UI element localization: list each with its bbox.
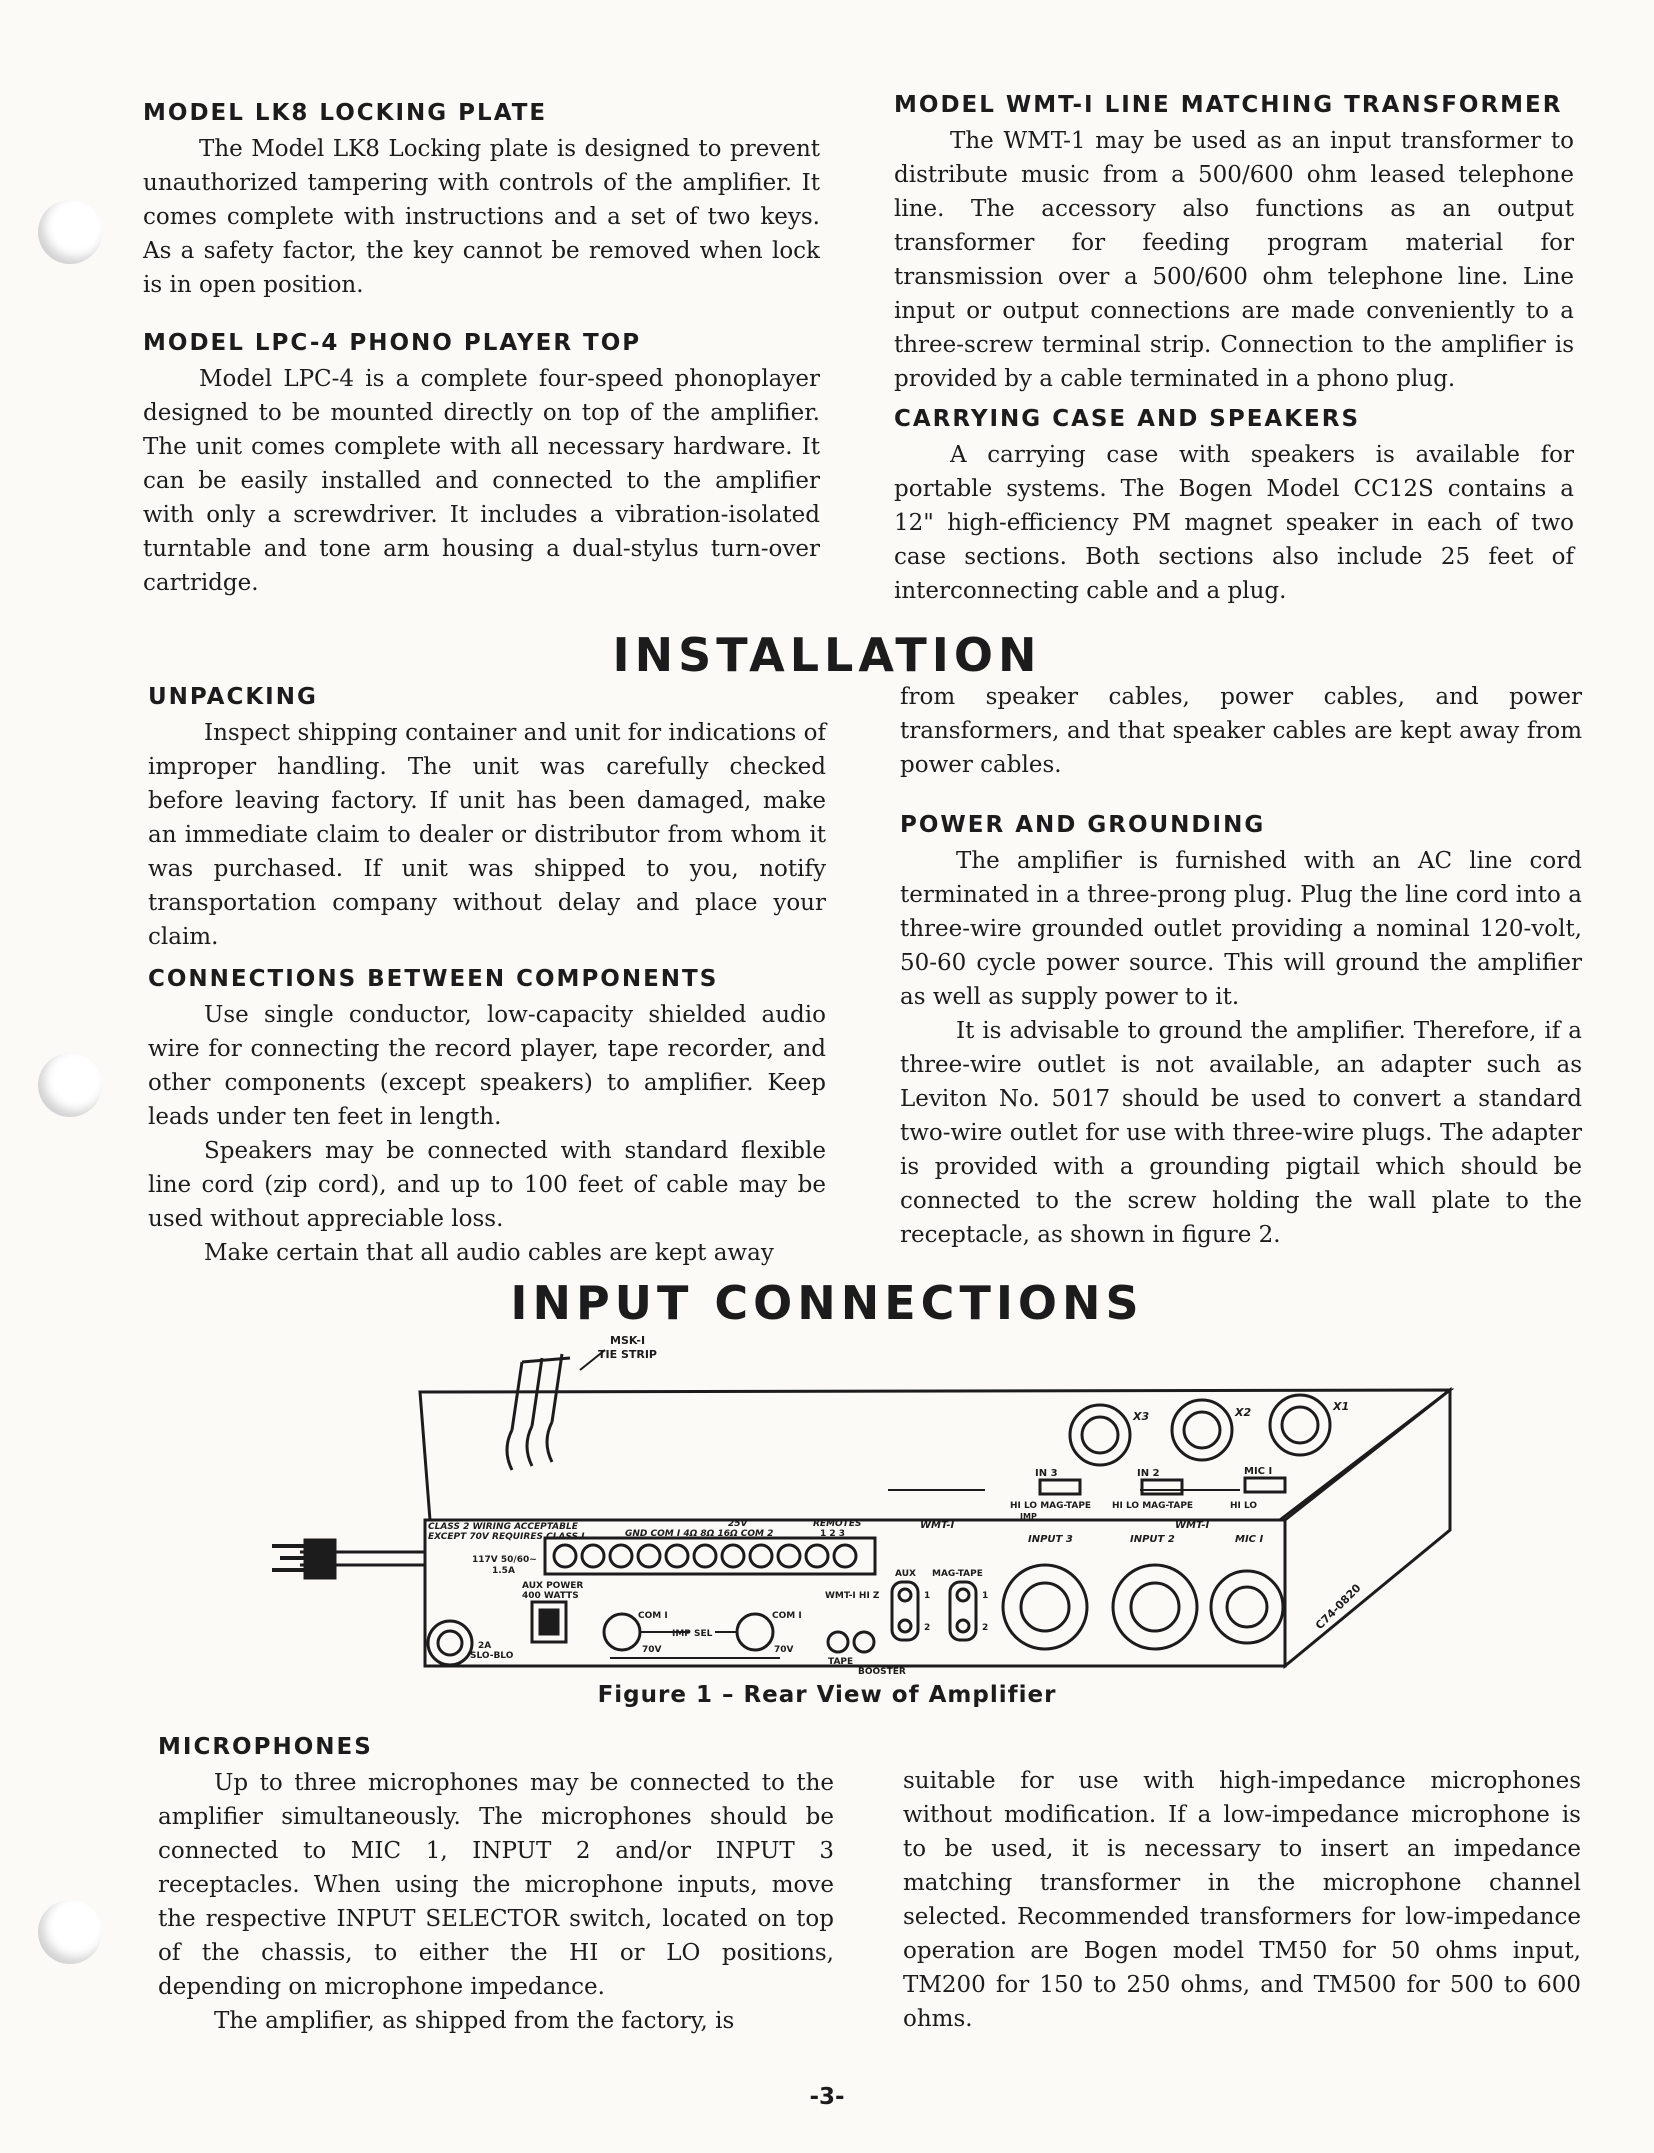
- figure-caption: Figure 1 – Rear View of Amplifier: [597, 1682, 1057, 1708]
- label-remote-nums: 1 2 3: [820, 1529, 846, 1539]
- label-input2: INPUT 2: [1130, 1534, 1175, 1545]
- label-aux-2: 2: [924, 1623, 931, 1633]
- label-remotes: REMOTES: [813, 1519, 862, 1529]
- lk8-body: The Model LK8 Locking plate is designed to prevent unauthorized tampering with controls of the amplifier. It comes complete with instructions and a set of two keys. As a safety factor, the key cannot be removed when lock is in open position.: [143, 136, 820, 298]
- label-fuse: 2A: [478, 1641, 492, 1651]
- label-aux: AUX: [895, 1569, 916, 1579]
- label-x3: X3: [1133, 1410, 1150, 1423]
- top-right-column: [894, 92, 1574, 608]
- microphones-p1: Up to three microphones may be connected to the amplifier simultaneously. The microphones should be connected to MIC 1, INPUT 2 and/or INPUT 3 receptacles. When using the microphone inputs, move the respective INPUT SELECTOR switch, located on top of the chassis, to either the HI or LO positions, depending on microphone impedance.: [158, 1770, 834, 2000]
- connections-p2: Speakers may be connected with standard flexible line cord (zip cord), and up to 100 feet of cable may be used without appreciable loss.: [148, 1138, 826, 1232]
- label-input3: INPUT 3: [1028, 1534, 1073, 1545]
- power-heading: POWER AND GROUNDING: [900, 812, 1266, 838]
- wmt1-heading: MODEL WMT-I LINE MATCHING TRANSFORMER: [894, 92, 1563, 118]
- installation-right-column: [900, 680, 1582, 1252]
- lpc4-heading: MODEL LPC-4 PHONO PLAYER TOP: [143, 330, 642, 356]
- lpc4-body: Model LPC-4 is a complete four-speed phonoplayer designed to be mounted directly on top of the amplifier. The unit comes complete with all necessary hardware. It can be easily installed and connected to the amplifier with only a screwdriver. It includes a vibration-isolated turntable and tone arm housing a dual-stylus turn-over cartridge.: [143, 366, 820, 596]
- label-70v: 70V: [642, 1645, 662, 1655]
- top-left-column: [143, 100, 820, 600]
- binder-hole-middle: [38, 1053, 102, 1117]
- label-sw2: HI LO MAG-TAPE: [1112, 1501, 1194, 1511]
- connections-heading: CONNECTIONS BETWEEN COMPONENTS: [148, 966, 719, 992]
- label-magtape: MAG-TAPE: [932, 1569, 983, 1579]
- label-x2: X2: [1235, 1406, 1252, 1419]
- connections-continued: from speaker cables, power cables, and power transformers, and that speaker cables are kept away from power cables.: [900, 684, 1582, 778]
- microphones-p2: The amplifier, as shipped from the factory, is: [214, 2008, 735, 2034]
- label-tie-strip: MSK-I: [610, 1334, 646, 1347]
- label-in2: IN 2: [1137, 1468, 1160, 1479]
- label-sw3: HI LO MAG-TAPE: [1010, 1501, 1092, 1511]
- label-class2b: EXCEPT 70V REQUIRES CLASS I: [428, 1532, 585, 1542]
- label-25v: 25V: [728, 1519, 748, 1529]
- fuse-holder: [428, 1621, 472, 1665]
- label-70v-b: 70V: [774, 1645, 794, 1655]
- label-com1b: COM I: [772, 1611, 802, 1621]
- label-watts: 400 WATTS: [522, 1591, 579, 1601]
- label-wmt-hiz: WMT-I HI Z: [825, 1591, 880, 1601]
- unpacking-body: Inspect shipping container and unit for indications of improper handling. The unit was carefully checked before leaving factory. If unit has been damaged, make an immediate claim to dealer or distributor from whom it was purchased. If unit was shipped to you, notify transportation company without delay and place your claim.: [148, 720, 827, 950]
- microphones-right-column: [903, 1764, 1581, 2036]
- label-x1: X1: [1333, 1400, 1350, 1413]
- label-wmt-left: WMT-I: [920, 1520, 955, 1531]
- lk8-heading: MODEL LK8 LOCKING PLATE: [143, 100, 548, 126]
- label-imp-sel: IMP SEL: [672, 1629, 713, 1639]
- case-heading: CARRYING CASE AND SPEAKERS: [894, 406, 1361, 432]
- binder-hole-bottom: [38, 1900, 102, 1964]
- unpacking-heading: UNPACKING: [148, 684, 318, 710]
- label-fuse-2: SLO-BLO: [470, 1651, 514, 1661]
- label-mic-switch: MIC I: [1244, 1466, 1273, 1477]
- page-number: -3-: [809, 2084, 845, 2110]
- label-tape: TAPE: [828, 1657, 854, 1667]
- connections-p3: Make certain that all audio cables are kept away: [204, 1240, 774, 1266]
- connections-p1: Use single conductor, low-capacity shielded audio wire for connecting the record player, tape recorder, and other components (except speakers) to amplifier. Keep leads under ten feet in length.: [148, 1002, 826, 1130]
- installation-title: INSTALLATION: [612, 628, 1042, 682]
- label-aux-1: 1: [924, 1591, 931, 1601]
- label-in3: IN 3: [1035, 1468, 1058, 1479]
- label-wmt-right: WMT-I: [1175, 1520, 1210, 1531]
- amplifier-rear-view-figure: [260, 1330, 1460, 1700]
- microphones-heading: MICROPHONES: [158, 1734, 373, 1760]
- label-booster: BOOSTER: [858, 1667, 906, 1677]
- label-voltage: 117V 50/60~: [472, 1555, 537, 1565]
- label-part-no: C74-0820: [1312, 1581, 1364, 1633]
- label-mag-1: 1: [982, 1591, 989, 1601]
- microphones-left-column: [158, 1734, 834, 2038]
- case-body: A carrying case with speakers is available for portable systems. The Bogen Model CC12S contains a 12" high-efficiency PM magnet speaker in each of two case sections. Both sections also include 25 feet of interconnecting cable and a plug.: [894, 442, 1574, 604]
- label-sw1: HI LO: [1230, 1501, 1258, 1511]
- label-terminals: GND COM I 4Ω 8Ω 16Ω COM 2: [625, 1529, 774, 1539]
- label-imp: IMP: [1020, 1512, 1037, 1521]
- label-class2: CLASS 2 WIRING ACCEPTABLE: [428, 1522, 578, 1532]
- label-aux-power: AUX POWER: [522, 1581, 584, 1591]
- binder-hole-top: [38, 200, 102, 264]
- power-plug: [305, 1540, 335, 1578]
- label-mic1: MIC I: [1235, 1534, 1264, 1545]
- label-amps: 1.5A: [492, 1566, 515, 1576]
- microphones-continued: suitable for use with high-impedance microphones without modification. If a low-impedance microphone is to be used, it is necessary to insert an impedance matching transformer in the microphone channel selected. Recommended transformers for low-impedance operation are Bogen model TM50 for 50 ohms input, TM200 for 150 to 250 ohms, and TM500 for 500 to 600 ohms.: [903, 1768, 1581, 2032]
- power-p1: The amplifier is furnished with an AC line cord terminated in a three-prong plug. Plug the line cord into a three-wire grounded outlet providing a nominal 120-volt, 50-60 cycle power source. This will ground the amplifier as well as supply power to it.: [900, 848, 1582, 1010]
- label-mag-2: 2: [982, 1623, 989, 1633]
- wmt1-body: The WMT-1 may be used as an input transformer to distribute music from a 500/600 ohm leased telephone line. The accessory also functions as an output transformer for feeding program material for transmission over a 500/600 ohm telephone line. Line input or output connections are made conveniently to a three-screw terminal strip. Connection to the amplifier is provided by a cable terminated in a phono plug.: [894, 128, 1574, 392]
- installation-left-column: [148, 684, 826, 1270]
- label-tie-strip-2: TIE STRIP: [598, 1348, 657, 1361]
- power-p2: It is advisable to ground the amplifier. Therefore, if a three-wire outlet is not available, an adapter such as Leviton No. 5017 should be used to convert a standard two-wire outlet for use with three-wire plugs. The adapter is provided with a grounding pigtail which should be connected to the screw holding the wall plate to the receptacle, as shown in figure 2.: [900, 1018, 1582, 1248]
- input-connections-title: INPUT CONNECTIONS: [510, 1276, 1144, 1330]
- label-com1: COM I: [638, 1611, 668, 1621]
